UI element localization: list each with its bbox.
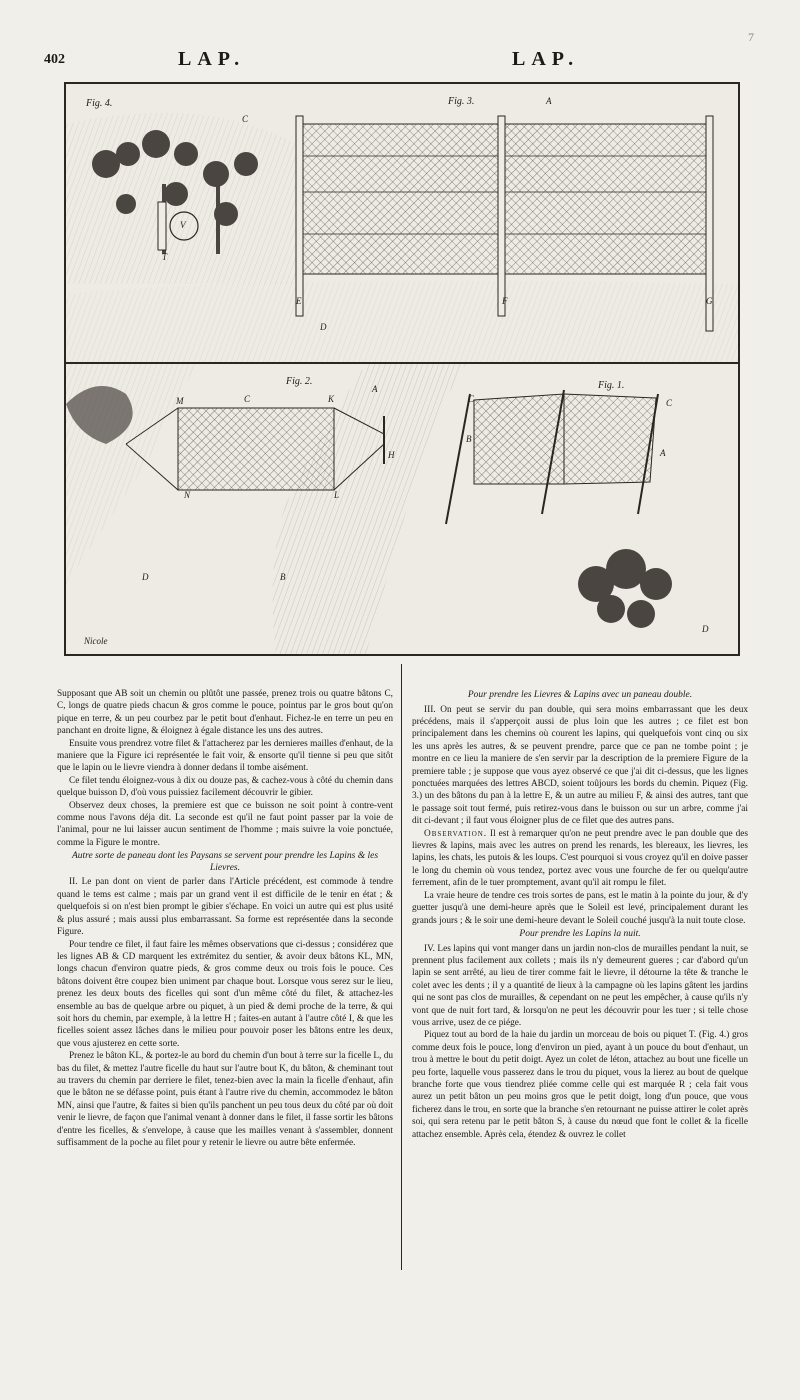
fig1-label: Fig. 1.: [598, 380, 625, 391]
letter-a3: A: [660, 448, 666, 458]
page-number: 402: [44, 52, 65, 67]
letter-t: T: [162, 252, 168, 262]
paragraph: Ensuite vous prendrez votre filet & l'attacherez par les dernieres mailles d'enhaut, de la maniere que la Figure ici représentée le fait voir, & ensorte qu'il tienne si peu que sitôt que le lapin ou le lievre viendra à donner dedans il tombe aisément.: [57, 738, 393, 774]
paragraph: Prenez le bâton KL, & portez-le au bord du chemin d'un bout à terre sur la ficelle L, du bas du filet, & mettez l'autre ficelle du haut sur l'autre bout K, du bâton, & cheminant tout au travers du chemin par derriere le filet, tenez-bien avec la main la ficelle d'enhaut, afin que le bâton ne se défasse point, puis étant à l'autre rive du chemin, accommodez le bâton MN, ainsi que l'autre, & faites si bien qu'ils panchent un peu tous deux du côté par où doit venir le lievre, de façon que l'animal venant à donner dans le filet, il fasse sortir les bâtons d'entre les ficelles, & s'envelope, à cause que les mailles venant à s'assembler, donnent suffisamment de la poche au filet pour y retenir le lievre ou autre bête enfermée.: [57, 1051, 393, 1148]
running-head-right: LAP.: [512, 48, 580, 70]
paragraph: La vraie heure de tendre ces trois sortes de pans, est le matin à la pointe du jour, & d'y guetter jusqu'à une demi-heure après que le Soleil est levé, principalement durant les grands jours ; & le soir une demi-heure devant le Soleil couché jusqu'à la nuit toute close.: [412, 890, 748, 926]
letter-f: F: [502, 296, 508, 306]
fig2-label: Fig. 2.: [286, 376, 313, 387]
engraver-signature: Nicole: [84, 636, 108, 646]
letter-c2: C: [244, 394, 251, 404]
letter-n: N: [184, 490, 191, 500]
letter-k: K: [328, 394, 335, 404]
observation-text: Il est à remarquer qu'on ne peut prendre avec le pan double que des lievres & lapins, mais avec les autres on prend les renards, les blereaux, les lievres, les lapins, les chats, les putois & les loups. C'est pourquoi si vous croyez qu'il en doive passer le long du chemin où vous tendez, portez avec vous une fourche de fer ou quelqu'autre ferrement, afin de le tuer promptement, avant qu'il ait rompu le filet.: [412, 828, 748, 889]
letter-d-top: D: [320, 322, 327, 332]
net-kl-mn: [178, 408, 334, 490]
letter-m: M: [176, 396, 184, 406]
engraved-plate: [64, 82, 740, 656]
letter-b2: B: [280, 572, 286, 582]
fig2-fig1-scene: [66, 364, 672, 654]
net-fig1-right: [564, 394, 656, 484]
paragraph: [412, 828, 748, 890]
corner-mark: 7: [748, 30, 754, 44]
letter-e: E: [296, 296, 302, 306]
section-heading: Pour prendre les Lapins la nuit.: [519, 928, 641, 939]
letter-c-top: C: [242, 114, 249, 124]
paragraph: Piquez tout au bord de la haie du jardin un morceau de bois ou piquet T. (Fig. 4.) gros comme deux fois le pouce, long d'environ un pied, ayant à un pouce du bout d'enhaut, un trou à mettre le bout du petit doigt. Ayez un colet de léton, attachez au bout une ficelle un peu forte, laquelle vous passerez dans le trou du piquet, vous la lierez au bout de quelque branche forte que vous tiendrez pliée comme celle qui est marquée R ; cela fait vous aurez un petit bâton un peu moins gros que le petit doigt, long d'un pouce, que vous ficherez dans le trou, en sorte que la branche s'en retournant ne puisse attirer le colet après soi, qui sera retenu par le petit bâton S, à cause du nœud que font le collet & la ficelle attachez ensemble. Après cela, étendez & ouvrez le collet: [412, 1030, 748, 1140]
right-column: [412, 688, 748, 1141]
letter-a-top: A: [546, 96, 552, 106]
plate-illustration: [66, 84, 738, 654]
fig4-label: Fig. 4.: [86, 98, 113, 109]
section-heading: Autre sorte de paneau dont les Paysans se servent pour prendre les Lapins & les Lievres.: [71, 851, 379, 873]
letter-a2: A: [372, 384, 378, 394]
column-rule: [401, 664, 402, 1270]
letter-l: L: [334, 490, 340, 500]
paragraph: II. Le pan dont on vient de parler dans l'Article précédent, est commode à tendre quand le tems est calme ; mais par un grand vent il est difficile de le tenir en état ; & quelquefois si on n'est bien prompt le gibier s'échape. En voici un autre qui est plus usité & plus assuré ; mais aussi plus embarrassant. Sa forme est représentée dans la seconde Figure.: [57, 877, 393, 938]
paragraph: IV. Les lapins qui vont manger dans un jardin non-clos de murailles pendant la nuit, se prennent plus facilement aux collets ; mais ils n'y demeurent gueres ; car d'abord qu'un lapin se sent arrêté, au lieu de tirer comme fait le lievre, il détourne la tête & tranche le colet avec les dents ; il y a quantité de lieux à la campagne où les lapins gâtent les jardins qui ne sont pas clos de murailles, & cependant on ne peut les empêcher, à cause qu'ils n'y vont que de nuit fort tard, & lorsqu'on ne peut les découvrir pour les tuer ; si telle chose vous arrive, usez de ce piége.: [412, 943, 748, 1028]
letter-v: V: [180, 220, 186, 230]
paragraph: III. On peut se servir du pan double, qui sera moins embarrassant que les deux précédens, mais il s'apperçoit aussi de plus loin que les autres ; ce filet est bon principalement dans les chemins où courent les lapins, qui quelquefois vont cinq ou six les uns après les autres, & se peuvent prendre, parce que ce pan ne tombe point ; je montre en ce lieu la maniere de s'en servir par la description de la premiere Figure de la premiere table ; je suppose que vous ayez observé ce que j'ai dit ci-dessus, que les lignes ponctuées marquées des lettres ABCD, soient toûjours les bords du chemin. Piquez (Fig. 3.) un des bâtons du pan à la lettre E, & un autre au milieu F, & ainsi des autres, tant que le passage soit tout fermé, puis retirez-vous dans le buisson ou sur un arbre, comme j'ai dit ci-devant ; il faut vous éloigner plus de ce filet que des autres pans.: [412, 704, 748, 827]
plate-divider: [64, 362, 740, 364]
bush-lower-right: [578, 549, 672, 628]
observation-label: Observation.: [424, 828, 488, 839]
paragraph: Observez deux choses, la premiere est que ce buisson ne soit point à contre-vent comme nous l'avons déja dit. La seconde est qu'il ne faut point passer par la voie de l'animal, pour ne lui laisser aucun sentiment de l'homme ; mais suivre la voie ponctuée, comme la Figure le montre.: [57, 800, 393, 848]
paragraph: Pour tendre ce filet, il faut faire les mêmes observations que ci-dessus ; considérez que les lignes AB & CD marquent les extrémitez du sentier, & avoir deux bâtons KL, MN, longs chacun d'environ quatre pieds, & gros comme deux ou trois fois le pouce. Ces bâtons doivent être coupez bien uniment par chaque bout. Lorsque vous serez sur le lieu, prenez les deux bouts des ficelles qui sont d'un même côté du filet, & attachez-les ensemble au bas de quelque arbre ou piquet, à un pied & demi proche de la terre, & qui soit hors du chemin, par exemple, à la lettre H ; faites-en autant à l'autre côté I, & que les ficelles soient assez lâches dans le milieu pour pouvoir poser les bâtons entre les deux, que vous ajusterez en cette sorte.: [57, 939, 393, 1049]
section-heading: Pour prendre les Lievres & Lapins avec un paneau double.: [467, 690, 693, 700]
letter-b3: B: [466, 434, 472, 444]
stake-t: [158, 202, 166, 250]
paragraph: Supposant que AB soit un chemin ou plûtôt une passée, prenez trois ou quatre bâtons C, C, longs de quatre pieds chacun & gros comme le pouce, pointus par le gros bout qu'on pique en terre, & un peu courbez par le petit bout d'enhaut. Fichez-le en terre un peu en panchant en droite ligne, & éloignez à égale distance les uns des autres.: [57, 689, 393, 737]
paragraph: Ce filet tendu éloignez-vous à dix ou douze pas, & cachez-vous à côté du chemin dans quelque buisson D, d'où vous puissiez facilement découvrir le gibier.: [57, 775, 393, 799]
running-head-left: LAP.: [178, 48, 246, 70]
letter-c3: C: [468, 394, 475, 404]
letter-d2: D: [142, 572, 149, 582]
letter-h: H: [388, 450, 395, 460]
left-column: [57, 688, 393, 1149]
letter-d3: D: [702, 624, 709, 634]
fig3-label: Fig. 3.: [448, 96, 475, 107]
stake-f: [498, 116, 505, 316]
stake-e: [296, 116, 303, 316]
letter-c4: C: [666, 398, 673, 408]
letter-g: G: [706, 296, 713, 306]
fig3-net-scene: [66, 113, 738, 362]
